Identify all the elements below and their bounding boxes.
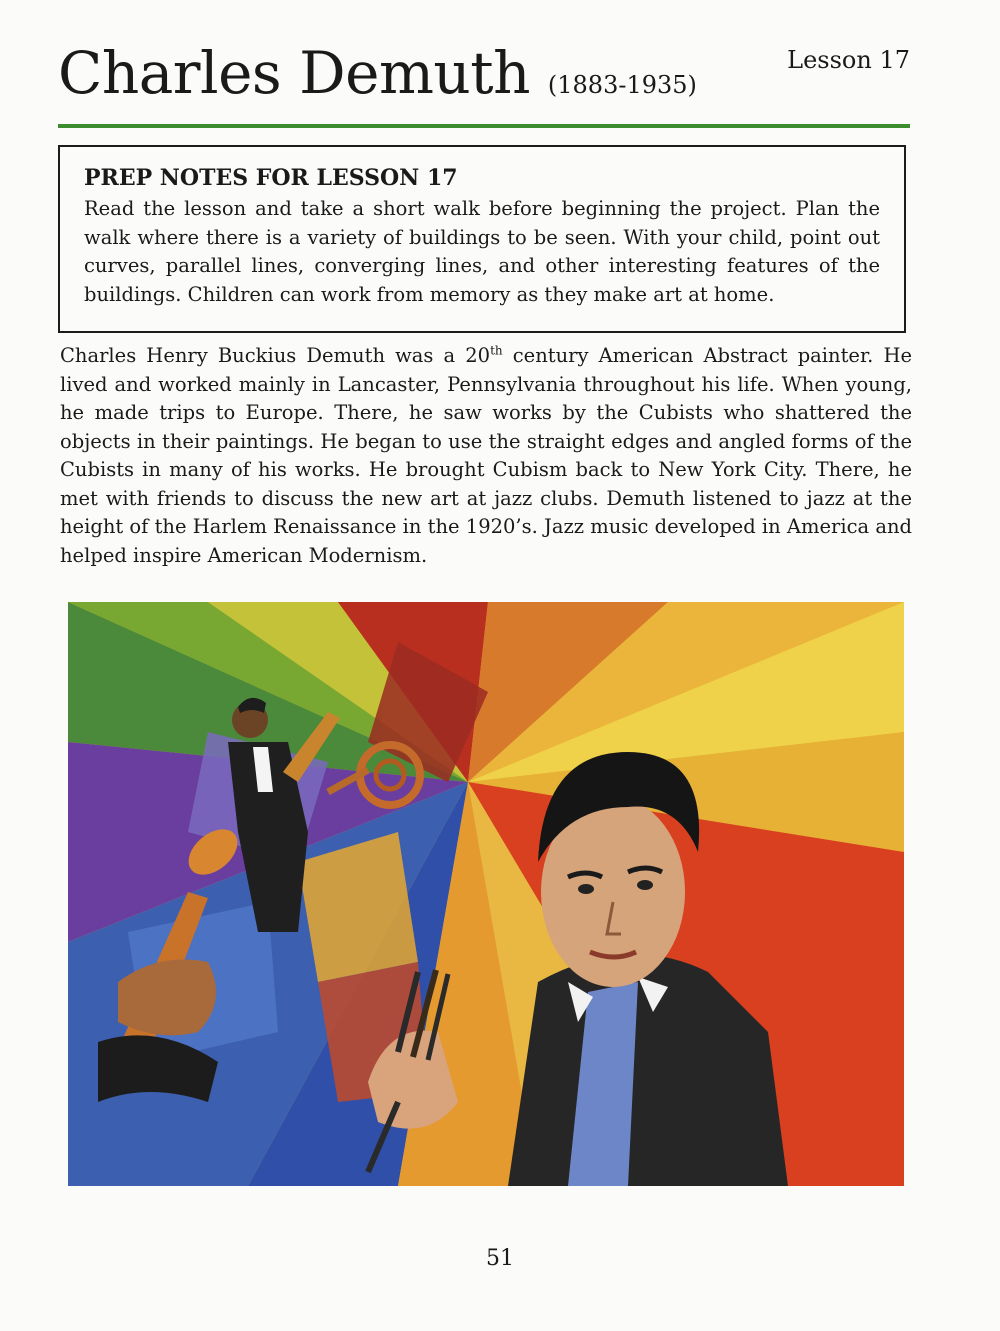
lesson-body-text xyxy=(60,342,912,570)
title-divider xyxy=(58,124,910,128)
body-text-part2: century American Abstract painter. He lived and worked mainly in Lancaster, Pennsylvania throughout his life. When young, he made trips to Europe. There, he saw works by the Cubists who shattered the objects in their paintings. He began to use the straight edges and angled forms of the Cubists in many of his works. He brought Cubism back to New York City. There, he met with friends to discuss the new art at jazz clubs. Demuth listened to jazz at the height of the Harlem Renaissance in the 1920’s. Jazz music developed in America and helped inspire American Modernism. xyxy=(60,344,912,567)
prep-notes-heading: PREP NOTES FOR LESSON 17 xyxy=(84,165,458,191)
lesson-label: Lesson 17 xyxy=(787,46,910,74)
prep-notes-text: Read the lesson and take a short walk before beginning the project. Plan the walk where there is a variety of buildings to be seen. With your child, point out curves, parallel lines, converging lines, and other interesting features of the buildings. Children can work from memory as they make art at home. xyxy=(84,197,880,306)
ordinal-superscript: th xyxy=(490,343,503,358)
page-number: 51 xyxy=(486,1246,514,1271)
artist-dates: (1883-1935) xyxy=(547,71,697,99)
page-title xyxy=(58,36,697,122)
watercolor-illustration xyxy=(68,602,904,1186)
artist-name: Charles Demuth xyxy=(58,39,530,107)
prep-notes-box xyxy=(58,145,906,333)
body-text-part1: Charles Henry Buckius Demuth was a 20 xyxy=(60,344,491,367)
